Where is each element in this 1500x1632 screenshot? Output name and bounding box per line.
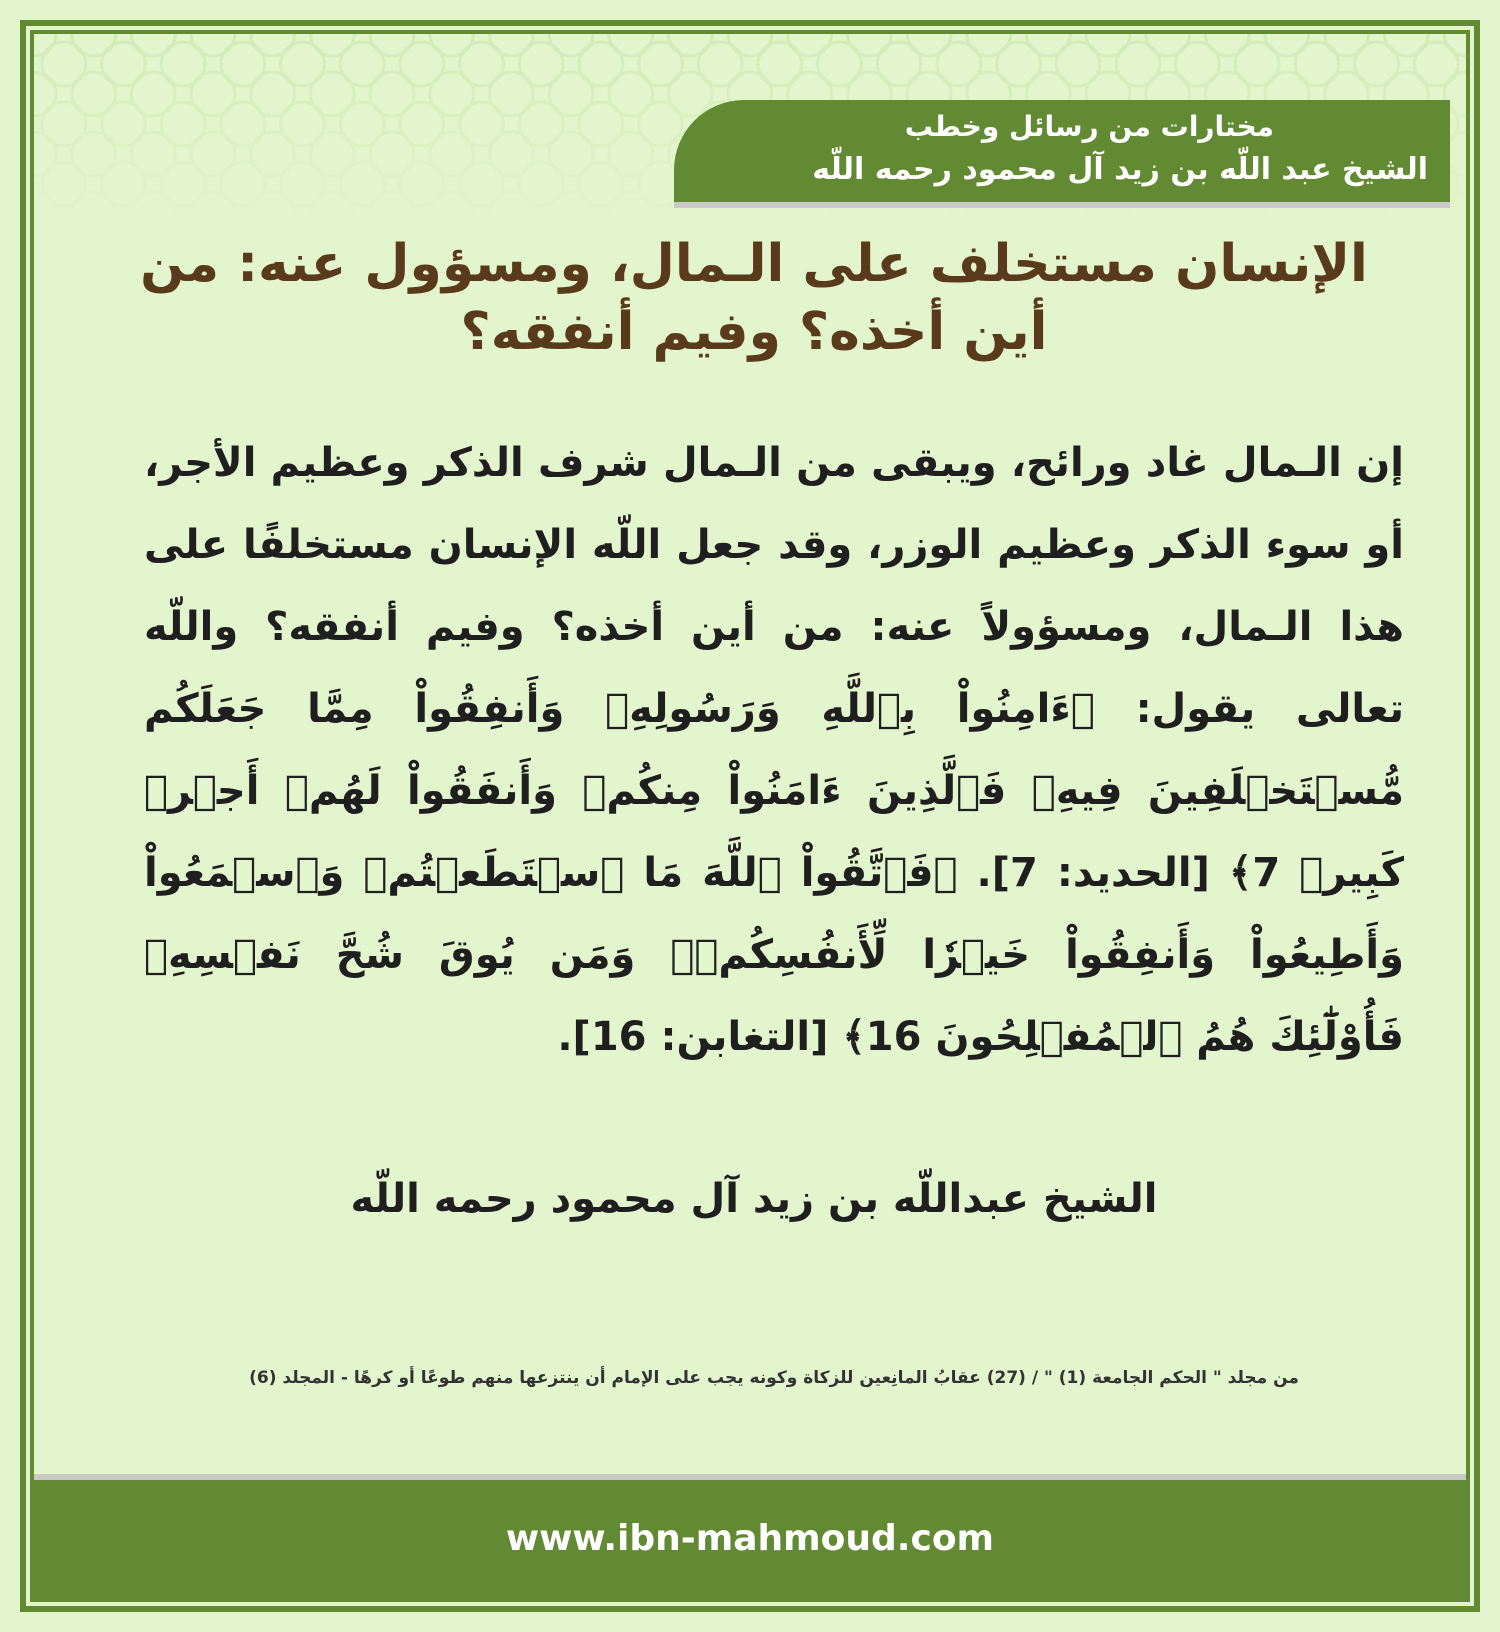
header-series-title: مختارات من رسائل وخطب [904,110,1274,143]
article-body: إن الـمال غاد ورائح، ويبقى من الـمال شرف الذكر وعظيم الأجر، أو سوء الذكر وعظيم الوزر، وقد جعل اللّه الإنسان مستخلفًا على هذا الـمال، ومسؤولاً عنه: من أين أخذه؟ وفيم أنفقه؟ واللّه تعالى يقول: ﴿ءَامِنُواْ بِٱللَّهِ وَرَسُولِهِۦ وَأَنفِقُواْ مِمَّا جَعَلَكُم مُّسۡتَخۡلَفِينَ فِيهِۖ فَٱلَّذِينَ ءَامَنُواْ مِنكُمۡ وَأَنفَقُواْ لَهُمۡ أَجۡرٞ كَبِيرٞ 7﴾ [الحديد: 7]. ﴿فَٱتَّقُواْ ٱللَّهَ مَا ٱسۡتَطَعۡتُمۡ وَٱسۡمَعُواْ وَأَطِيعُواْ وَأَنفِقُواْ خَيۡرٗا لِّأَنفُسِكُمۡۗ وَمَن يُوقَ شُحَّ نَفۡسِهِۦ فَأُوْلَٰٓئِكَ هُمُ ٱلۡمُفۡلِحُونَ 16﴾ [التغابن: 16]. [144,440,1405,1060]
author-signature: الشيخ عبداللّه بن زيد آل محمود رحمه اللّه [350,1176,1158,1222]
footer-bar [34,1474,1466,1602]
content-panel [30,30,1470,1602]
source-citation: من مجلد " الحكم الجامعة (1) " / (27) عقابُ المانِعين للزكاة وكونه يجب على الإمام أن ينتزعها منهم طوعًا أو كرهًا - المجلد (6) [249,1368,1299,1388]
header-author-name: الشيخ عبد اللّه بن زيد آل محمود رحمه اللّه [812,152,1428,187]
website-link[interactable]: www.ibn-mahmoud.com [505,1518,995,1559]
article-title: الإنسان مستخلف على الـمال، ومسؤول عنه: من أين أخذه؟ وفيم أنفقه؟ [140,234,1368,362]
header-banner [674,100,1450,202]
